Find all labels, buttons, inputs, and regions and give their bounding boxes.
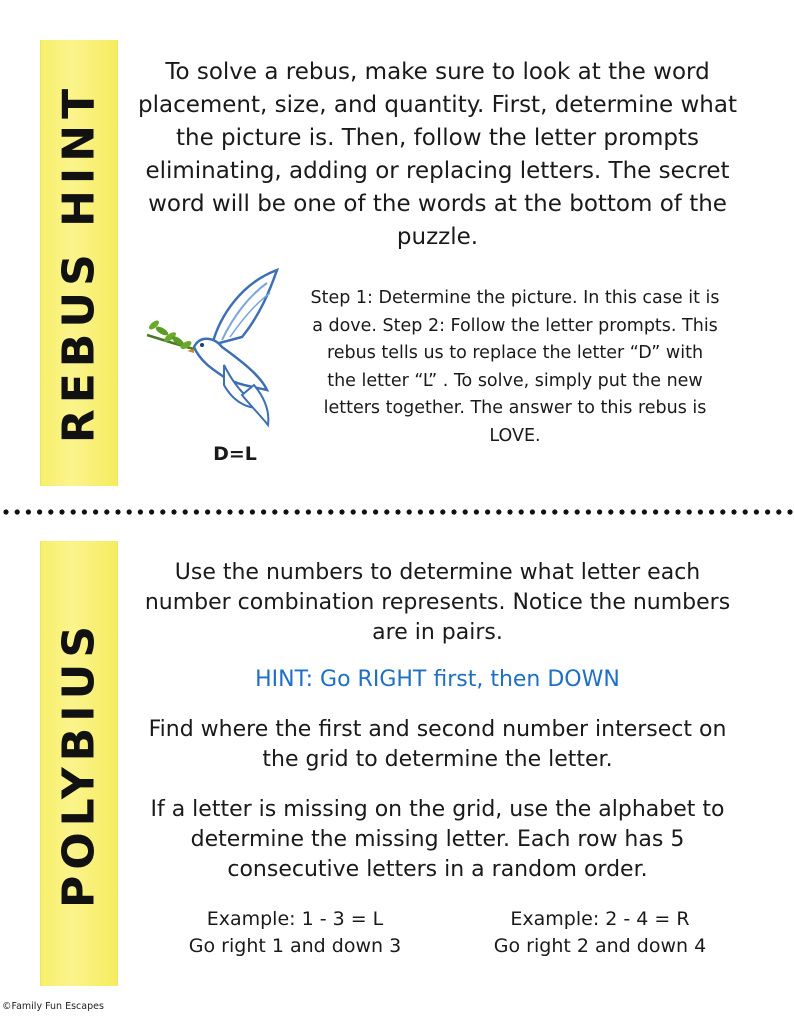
example-2-line2: Go right 2 and down 4	[493, 935, 707, 957]
rebus-hint-band	[40, 40, 118, 486]
dove-icon	[142, 265, 287, 435]
example-1-line1: Example: 1 - 3 = L	[206, 908, 384, 930]
polybius-hint: HINT: Go RIGHT first, then DOWN	[255, 667, 620, 692]
dotted-divider	[0, 506, 794, 518]
example-1-line2: Go right 1 and down 3	[188, 935, 402, 957]
copyright-credit: ©Family Fun Escapes	[2, 1001, 104, 1012]
example-1	[160, 906, 430, 960]
example-2-line1: Example: 2 - 4 = R	[510, 908, 690, 930]
rebus-steps: Step 1: Determine the picture. In this case it is a dove. Step 2: Follow the letter prompts. This rebus tells us to replace the letter “D” with the letter “L” . To solve, simply put the new letters together. The answer to this rebus is LOVE.	[310, 288, 720, 446]
example-2	[465, 906, 735, 960]
polybius-title: POLYBIUS	[53, 619, 105, 908]
polybius-find: Find where the first and second number intersect on the grid to determine the letter.	[148, 717, 727, 772]
polybius-missing: If a letter is missing on the grid, use the alphabet to determine the missing letter. Each row has 5 consecutive letters in a random order.	[150, 797, 725, 882]
dove-caption: D=L	[213, 443, 257, 465]
polybius-band	[40, 541, 118, 986]
rebus-intro: To solve a rebus, make sure to look at the word placement, size, and quantity. First, determine what the picture is. Then, follow the letter prompts eliminating, adding or replacing letters. The secret word will be one of the words at the bottom of the puzzle.	[137, 59, 737, 250]
rebus-hint-title: REBUS HINT	[53, 82, 105, 444]
polybius-intro: Use the numbers to determine what letter each number combination represents. Notice the numbers are in pairs.	[144, 560, 731, 645]
